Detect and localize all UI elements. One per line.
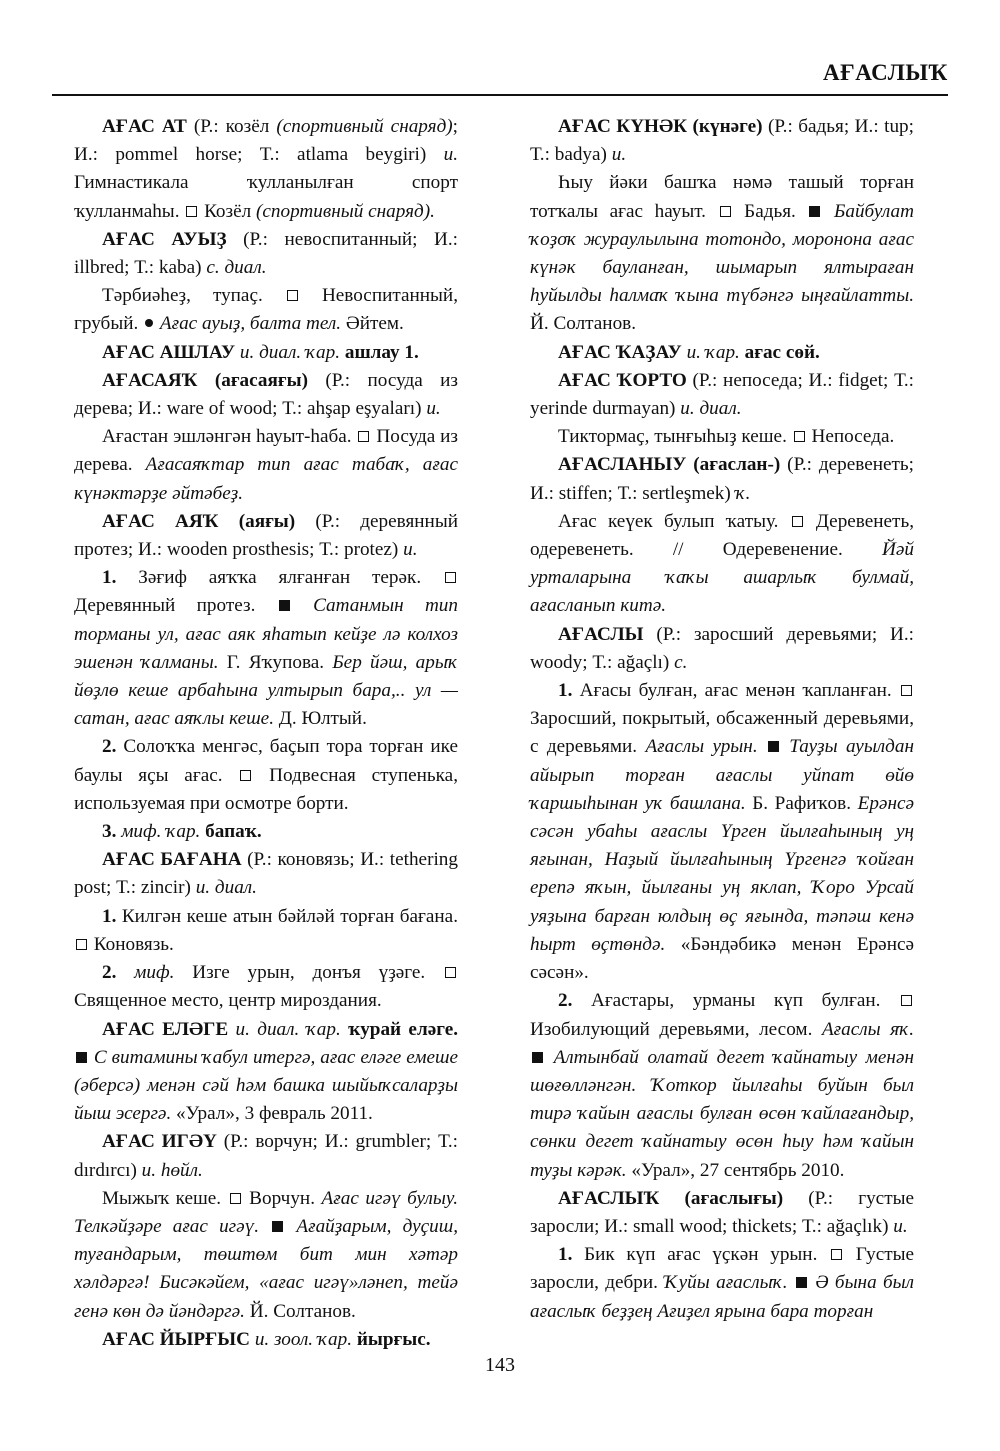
- entry-text: Ағастары, урманы күп булған.: [572, 990, 899, 1012]
- open-square-icon: [794, 431, 805, 442]
- entry-text: Әйтем.: [341, 313, 404, 335]
- entry-text: [228, 1019, 235, 1040]
- open-square-icon: [358, 431, 369, 442]
- entry-text: АҒАСЛАНЫУ (ағаслан-): [558, 454, 781, 476]
- right-column: [530, 113, 914, 1326]
- entry-text: (Р.: бадья; И.: tup; Т.: badya): [530, 116, 914, 166]
- entry-text: Ағас кеүек булып ҡатыу.: [558, 510, 790, 532]
- entry-text: АҒАС АШЛАУ: [102, 341, 236, 363]
- dictionary-entry-paragraph: [530, 423, 914, 451]
- entry-text: (Р.: посуда из дерева; И.: ware of wood; Т.: ahşap eşyaları): [74, 369, 459, 420]
- open-square-icon: [287, 290, 298, 301]
- entry-text: и. диал.: [195, 877, 257, 899]
- entry-text: Д. Юлтый.: [274, 708, 367, 730]
- entry-text: (Р.: коновязь; И.: tethering post; Т.: zincir): [74, 849, 458, 899]
- entry-text: и. диал.: [680, 398, 742, 420]
- entry-text: Непоседа.: [806, 426, 895, 448]
- dictionary-entry-paragraph: [530, 1185, 914, 1241]
- entry-text: (спортивный снаряд).: [256, 200, 435, 222]
- dictionary-entry-paragraph: [74, 733, 458, 818]
- dictionary-entry-paragraph: [74, 508, 458, 564]
- entry-text: Ағаслы урын.: [645, 736, 758, 758]
- dictionary-entry-paragraph: [530, 987, 914, 1184]
- open-square-icon: [186, 206, 197, 217]
- dictionary-entry-paragraph: [530, 621, 914, 677]
- open-square-icon: [792, 516, 803, 527]
- entry-text: 1.: [102, 905, 117, 927]
- entry-text: (Р.: козёл: [186, 116, 277, 137]
- entry-text: (Р.: деревянный протез; И.: wooden prosthesis; Т.: protez): [74, 510, 458, 561]
- entry-text: Бадья.: [732, 200, 808, 222]
- entry-text: АҒАС ЕЛӘГЕ: [102, 1018, 229, 1040]
- entry-text: АҒАС АУЫҘ: [102, 228, 227, 250]
- dictionary-entry-paragraph: [74, 113, 458, 226]
- open-square-icon: [720, 206, 731, 217]
- entry-text: АҒАС АЯҠ (аяғы): [102, 510, 296, 532]
- entry-text: Ерәнсә сәсән убаһы ағаслы Үрген йылғаһының уң яғынан, Наҙый йылғаһының Үргенгә ҡойған ерenә яҡын, йылғаны уң яклап, Ҡоро Урсай уяҙына барған юлдың өҫ яғында, тәпәш кенә һырт өҫтөндә.: [530, 792, 914, 955]
- entry-text: Ағастан эшләнгән һауыт-һаба.: [102, 426, 357, 448]
- entry-text: Ағасы булған, ағас менән ҡапланған.: [572, 680, 899, 702]
- entry-text: Байбулат ҡоҙоҡ жураулылына тотондо, моронона ағас күнәк бауланған, шымарып ялтыраған һуйылды һалмаҡ ҡына түбәнгә ыңғайлатты.: [530, 200, 914, 307]
- entry-text: С витамины ҡабул итергә, ағас еләге емеше (әберсә) менән сәй һәм башка шыйыҡсаларҙы йыш эсергә.: [74, 1046, 458, 1125]
- entry-text: 1.: [558, 680, 573, 702]
- entry-text: АҒАС ЙЫРҒЫС: [102, 1328, 251, 1350]
- entry-text: Священное место, центр мироздания.: [74, 990, 382, 1012]
- entry-text: (Р.: невоспитанный; И.: illbred; Т.: kaba): [74, 228, 458, 279]
- entry-text: миф. ҡар.: [121, 821, 201, 843]
- entry-text: Г. Яҡупова.: [218, 651, 333, 673]
- dictionary-entry-paragraph: [530, 113, 914, 169]
- filled-square-icon: [796, 1277, 807, 1288]
- dictionary-entry-paragraph: [530, 508, 914, 621]
- entry-text: Алтынбай олатай дегет ҡайнатыу менән шөғөлләнгән. Ҡоткор йылғаһы буйын был тирә ҡайын ағаслы булған өсөн ҡайлағандыр, сөнки дегет ҡайнатыу өсөн һыу һәм ҡайын туҙы кәрәк.: [530, 1046, 914, 1181]
- entry-text: 2.: [558, 990, 573, 1012]
- entry-text: [259, 1216, 270, 1237]
- entry-text: Бик күп ағас үҫкән урын.: [572, 1244, 830, 1266]
- entry-text: АҒАС АТ: [102, 116, 187, 137]
- entry-text: (Р.: густые заросли; И.: small wood; thickets; Т.: ağaçlık): [530, 1187, 914, 1237]
- open-square-icon: [240, 770, 251, 781]
- dictionary-entry-paragraph: [74, 282, 458, 338]
- entry-text: АҒАС ИГӘҮ: [102, 1131, 217, 1153]
- entry-text: 1.: [102, 567, 117, 589]
- entry-text: и.: [893, 1215, 908, 1237]
- entry-text: (Р.: непоседа; И.: fidget; Т.: yerinde durmayan): [530, 369, 914, 420]
- entry-text: 3.: [102, 821, 117, 843]
- entry-text: с. диал.: [206, 257, 267, 279]
- dictionary-entry-paragraph: [74, 903, 458, 959]
- entry-text: Мыжыҡ кеше.: [102, 1187, 228, 1209]
- entry-text: Посуда из дерева.: [74, 426, 458, 476]
- entry-text: 1.: [558, 1244, 573, 1266]
- entry-text: 2.: [102, 736, 117, 758]
- dictionary-entry-paragraph: [530, 169, 914, 338]
- entry-text: АҒАСЛЫҠ (ағаслығы): [558, 1187, 784, 1209]
- entry-text: [341, 1019, 348, 1040]
- entry-text: Ағас ауыҙ, балта тел.: [155, 313, 342, 335]
- filled-square-icon: [76, 1052, 87, 1063]
- entry-text: Невоспитанный, грубый.: [74, 285, 458, 335]
- open-square-icon: [901, 995, 912, 1006]
- dictionary-entry-paragraph: [74, 367, 458, 423]
- entry-text: Б. Рафиҡов.: [745, 792, 858, 814]
- page-number: 143: [485, 1354, 515, 1376]
- entry-text: «Урал», 27 сентябрь 2010.: [626, 1159, 845, 1181]
- entry-text: Ағаслы яҡ.: [821, 1018, 915, 1040]
- entry-text: «Бәндәбикә менән Ерәнсә сәсән».: [530, 933, 915, 984]
- entry-text: Й. Солтанов.: [530, 313, 637, 335]
- entry-text: Зәғиф аяҡҡа ялғанған терәк.: [116, 567, 443, 589]
- entry-text: ағас сөй.: [744, 341, 820, 363]
- entry-text: Деревенеть, одеревенеть. // Одеревенение.: [530, 510, 914, 561]
- entry-text: и.: [403, 539, 418, 561]
- entry-text: АҒАС БАҒАНА: [102, 849, 242, 871]
- entry-text: Тәрбиәһеҙ, тупаҫ.: [102, 285, 285, 307]
- entry-text: Заросший, покрытый, обсаженный деревьями, с деревьями.: [530, 708, 914, 758]
- header-rule: [52, 94, 948, 96]
- entry-text: и. диал. ҡар.: [239, 341, 341, 363]
- filled-square-icon: [532, 1052, 543, 1063]
- entry-text: Густые заросли, дебри.: [530, 1244, 915, 1294]
- entry-text: Ә бына был ағаслыҡ беҙҙең Ағиҙел ярына бара торған: [530, 1272, 915, 1322]
- entry-text: Ворчун.: [242, 1187, 322, 1209]
- entry-text: (спортивный снаряд): [276, 116, 453, 137]
- entry-text: Тиктормаҫ, тынғыһыҙ кеше.: [558, 426, 792, 448]
- open-square-icon: [831, 1249, 842, 1260]
- entry-text: Й. Солтанов.: [244, 1300, 356, 1322]
- filled-square-icon: [768, 741, 779, 752]
- dictionary-entry-paragraph: [530, 1241, 914, 1326]
- entry-text: и.: [611, 144, 627, 166]
- filled-square-icon: [279, 600, 290, 611]
- entry-text: Ҡуйы ағаслыҡ.: [664, 1272, 788, 1294]
- dictionary-entry-paragraph: [530, 451, 914, 507]
- entry-text: АҒАС ҠАҘАУ: [558, 341, 682, 363]
- entry-text: ҡурай еләге.: [348, 1018, 459, 1040]
- bullet-icon: [145, 319, 153, 327]
- entry-text: АҒАСЛЫ: [558, 623, 644, 645]
- entry-text: [758, 736, 766, 757]
- entry-text: Бер йәш, арыҡ йөҙлө кеше арбаһына ултырып бара,.. ул — сатан, ағас аяҡлы кеше.: [74, 651, 458, 730]
- entry-text: АҒАС КҮНӘК (күнәге): [558, 116, 763, 137]
- entry-text: Килгән кеше атын бәйләй торған бағана.: [116, 905, 458, 927]
- entry-text: с.: [674, 651, 688, 673]
- entry-text: миф.: [134, 962, 175, 984]
- dictionary-entry-paragraph: [74, 226, 458, 282]
- entry-text: Ағасаяҡтар тип ағас табаҡ, ағас күнәктәрҙе әйтәбеҙ.: [74, 454, 458, 504]
- open-square-icon: [445, 967, 456, 978]
- dictionary-entry-paragraph: [530, 367, 914, 423]
- entry-text: АҒАС ҠОРТО: [558, 369, 687, 391]
- entry-text: 2.: [102, 962, 117, 984]
- dictionary-entry-paragraph: [530, 339, 914, 367]
- entry-text: ; И.: pommel horse; Т.: atlama beygiri): [74, 116, 459, 166]
- entry-text: Изге урын, донъя үҙәге.: [174, 962, 443, 984]
- entry-text: АҒАСАЯҠ (ағасаяғы): [102, 369, 308, 391]
- entry-text: бапаҡ.: [205, 821, 262, 843]
- entry-text: [788, 1272, 794, 1293]
- entry-text: и.: [426, 398, 441, 420]
- entry-text: Һыу йәки башҡа нәмә ташый торған тотҡалы ағас һауыт.: [530, 172, 914, 222]
- open-square-icon: [76, 939, 87, 950]
- entry-text: Сатанмын тип торманы ул, ағас аяк яһатып кейҙе лә колхоз эшенән ҡалманы.: [74, 595, 458, 673]
- entry-text: и. ҡар.: [686, 341, 740, 363]
- dictionary-entry-paragraph: [74, 959, 458, 1015]
- open-square-icon: [445, 572, 456, 583]
- dictionary-entry-paragraph: [74, 423, 458, 508]
- dictionary-entry-paragraph: [74, 846, 458, 902]
- dictionary-entry-paragraph: [74, 1016, 458, 1129]
- entry-text: ҡ.: [735, 482, 751, 504]
- entry-text: Козёл: [199, 200, 256, 222]
- entry-text: (Р.: заросший деревьями; И.: woody; Т.: ağaçlı): [530, 623, 914, 673]
- entry-text: и. һөйл.: [141, 1159, 203, 1181]
- filled-square-icon: [272, 1221, 283, 1232]
- entry-text: Изобилующий деревьями, лесом.: [530, 1018, 822, 1040]
- entry-text: Гимнастикала ҡулланылған спорт ҡулланмаһы.: [74, 172, 458, 222]
- entry-text: Ағас игәү булыу. Телкәйҙәре ағас игәү.: [74, 1187, 458, 1237]
- entry-text: ашлау 1.: [344, 341, 419, 363]
- dictionary-entry-paragraph: [74, 339, 458, 367]
- entry-text: Ағайҙарым, дуҫиш, туғандарым, төштөм бит мин хәтәр хәлдәргә! Бисәкәйем, «ағас игәү»ләнеп, тейә генә көн дә йәндәргә.: [74, 1215, 458, 1322]
- entry-text: Подвесная ступенька, используемая при осмотре борти.: [74, 764, 458, 814]
- dictionary-entry-paragraph: [74, 1185, 458, 1326]
- running-head-title: АҒАСЛЫҠ: [822, 60, 948, 85]
- entry-text: Солоҡҡа менгәс, баҫып тора торған ике баулы яҫы ағас.: [74, 736, 458, 786]
- entry-text: и. диал. ҡар.: [235, 1018, 341, 1040]
- open-square-icon: [230, 1193, 241, 1204]
- entry-text: и.: [443, 144, 458, 166]
- open-square-icon: [901, 685, 912, 696]
- dictionary-entry-paragraph: [74, 564, 458, 733]
- dictionary-entry-paragraph: [74, 1326, 458, 1354]
- entry-text: «Урал», 3 февраль 2011.: [171, 1103, 373, 1125]
- entry-text: (Р.: ворчун; И.: grumbler; Т.: dırdırcı): [74, 1131, 458, 1181]
- entry-text: Деревянный протез.: [74, 595, 277, 617]
- filled-square-icon: [809, 206, 820, 217]
- entry-text: Тауҙы ауылдан айырып торған ағаслы уйпат өйө ҡаршыһынан уҡ башлана.: [530, 736, 914, 814]
- entry-text: и. зоол. ҡар.: [254, 1328, 353, 1350]
- left-column: [74, 113, 458, 1354]
- dictionary-entry-paragraph: [74, 818, 458, 846]
- entry-text: (Р.: деревенеть; И.: stiffen; Т.: sertleşmek): [530, 454, 914, 504]
- entry-text: Коновязь.: [89, 933, 174, 955]
- dictionary-entry-paragraph: [530, 677, 914, 987]
- entry-text: Йәй урталарына ҡаҡы ашарлыҡ булмай, ағасланып китә.: [530, 539, 914, 617]
- dictionary-entry-paragraph: [74, 1128, 458, 1184]
- entry-text: йырғыс.: [356, 1328, 431, 1350]
- entry-text: [116, 962, 134, 983]
